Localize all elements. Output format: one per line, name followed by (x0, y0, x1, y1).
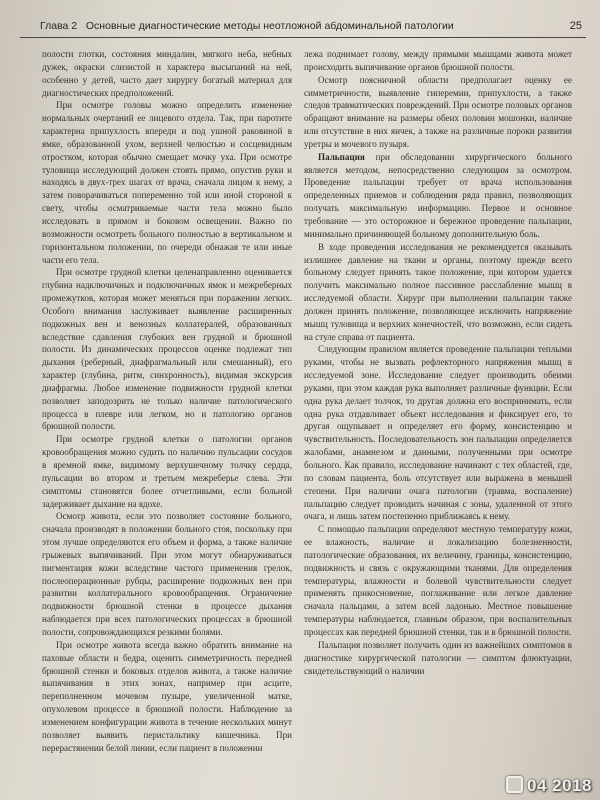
paragraph: Следующим правилом является проведение пальпации теплыми руками, чтобы не вызвать рефлекторного напряжения мышц в исследуемой зоне. Исследование следует производить обеими руками, при этом каждая рука выполняет различные функции. Если одна рука делает толчок, то другая должна его воспринимать, если одна рука отдавливает объект исследования и фиксирует его, то другая ощупывает и определяет его форму, консистенцию и чувствительность. Последовательность зон пальпации определяется жалобами, анамнезом и данными, полученными при осмотре больного. Как правило, исследование начинают с тех областей, где, по словам пациента, боль отсутствует или выражена в меньшей степени. При наличии очага патологии (травма, воспаление) пальпацию следует проводить начиная с зоны, удаленной от этого очага, и лишь затем постепенно приближаясь к нему. (304, 344, 572, 522)
paragraph: При осмотре головы можно определить изменение нормальных очертаний ее лицевого отдела. Так, при паротите характерна припухлость впереди и под ушной раковиной в ямке, образованной ухом, верхней челюстью и сосцевидным отростком, которая обычно смещает мочку уха. При осмотре туловища исследующий должен стоять прямо, опустив руки и находясь в двух-трех шагах от врача, сначала лицом к нему, а затем поворачиваться попеременно той или иной стороной к свету, чтобы осматриваемые части тела можно было исследовать в прямом и боковом освещении. Важно по возможности осмотреть больного полностью в вертикальном и горизонтальном положении, по очереди обнажая те или иные части его тела. (42, 100, 292, 265)
paragraph: С помощью пальпации определяют местную температуру кожи, ее влажность, наличие и локализацию болезненности, патологические образования, их величину, границы, консистенцию, подвижность и связь с окружающими тканями. Для определения температуры, влажности и болевой чувствительности следует применять прикосновение, поглаживание или легкое давление сначала пальцами, а затем всей ладонью. Местное повышение температуры наблюдается, главным образом, при воспалительных процессах как передней брюшной стенки, так и в брюшной полости. (304, 524, 572, 637)
paragraph: Пальпация позволяет получить один из важнейших симптомов в диагностике хирургической патологии — симптом флюктуации, свидетельствующий о наличии (304, 639, 572, 676)
paragraph: При осмотре живота всегда важно обратить внимание на паховые области и бедра, оценить симметричность передней брюшной стенки и боковых отделов живота, а также наличие выпячивания в этих зонах, например при асците, переполненном мочевом пузыре, увеличенной матке, опухолевом процессе в брюшной полости. Наблюдение за изменением конфигурации живота в течение нескольких минут позволяет выявить перистальтику кишечника. При перерастянении белой линии, если пациент в положении (42, 639, 292, 753)
paragraph: При осмотре грудной клетки целенаправленно оценивается глубина надключичных и подключичных ямок и межреберных промежутков, которая может меняться при поражении легких. Особого внимания заслуживает выявление расширенных подкожных вен и венозных коллатералей, образованных вследствие сдавления глубоких вен грудной и брюшной полости. Из динамических процессов оценке подлежат тип дыхания (реберный, диафрагмальный или смешанный), его характер (глубина, ритм, синхронность), видимая экскурсия диафрагмы. Любое изменение подвижности грудной клетки позволяет заподозрить не только наличие патологического процесса в плевре или легком, но и патологию органов брюшной полости. (42, 267, 292, 432)
chapter-label: Глава 2 (40, 20, 78, 32)
paragraph-text: при обследовании хирургического больного является методом, непосредственно следующим за осмотром. Проведение пальпации требует от врача использования определенных приемов и соблюдения ряда правил, позволяющих получать максимальную информацию. Первое и основное требование — это осторожное и бережное проведение пальпации, минимально причиняющей больному дополнительную боль. (304, 151, 572, 239)
left-text-column (42, 48, 292, 796)
paragraph: В ходе проведения исследования не рекомендуется оказывать излишнее давление на ткани и органы, поэтому прежде всего больному следует принять такое положение, при котором удается получить максимально полное пассивное расслабление мышц в исследуемой области. Хирург при выполнении пальпации также должен принять положение, позволяющее исключить напряжение мышц туловища и верхних конечностей, что возможно, если сидеть на стуле справа от пациента. (304, 241, 572, 342)
page-number: 25 (569, 20, 582, 32)
term-emphasis: Пальпация (318, 151, 365, 162)
paragraph: Осмотр поясничной области предполагает оценку ее симметричности, выявление гиперемии, припухлости, а также следов травматических повреждений. При осмотре половых органов обращают внимание на размеры обеих половин мошонки, наличие или отсутствие в них яичек, а также на различные пороки развития уретры и мочевого пузыря. (304, 74, 572, 149)
paragraph: полости глотки, состояния миндалин, мягкого неба, небных дужек, окраски слизистой и характера высыпаний на ней, особенно у детей, часто дает хирургу богатый материал для диагностических предположений. (42, 49, 292, 98)
paragraph: лежа поднимает голову, между прямыми мышцами живота может происходить выпячивание органов брюшной полости. (304, 49, 572, 72)
header-divider (20, 37, 586, 38)
paragraph: Осмотр живота, если это позволяет состояние больного, сначала производят в положении больного стоя, поскольку при этом лучше определяются его объем и форма, а также наличие грыжевых выпячиваний. При этом могут обнаруживаться пигментация кожи вследствие частого применения грелок, послеоперационные рубцы, расширение подкожных вен при развитии коллатерального кровообращения. Ограничение подвижности брюшной стенки в процессе дыхания наблюдается при всех патологических процессах в брюшной полости, сопровождающихся резкими болями. (42, 511, 292, 637)
chapter-heading (40, 20, 454, 32)
paragraph (304, 151, 572, 241)
camera-icon (506, 776, 523, 793)
chapter-title: Основные диагностические методы неотложной абдоминальной патологии (85, 20, 454, 32)
right-text-column (304, 48, 572, 796)
photo-date-stamp (506, 776, 592, 796)
paragraph: При осмотре грудной клетки о патологии органов кровообращения можно судить по наличию пульсации сосудов в яремной ямке, видимому верхушечному толчку сердца, пульсации во втором и третьем межреберье слева. Эти симптомы становятся более отчетливыми, если больной задерживает дыхание на вдохе. (42, 434, 292, 509)
photo-date-text: 04 2018 (527, 776, 592, 795)
